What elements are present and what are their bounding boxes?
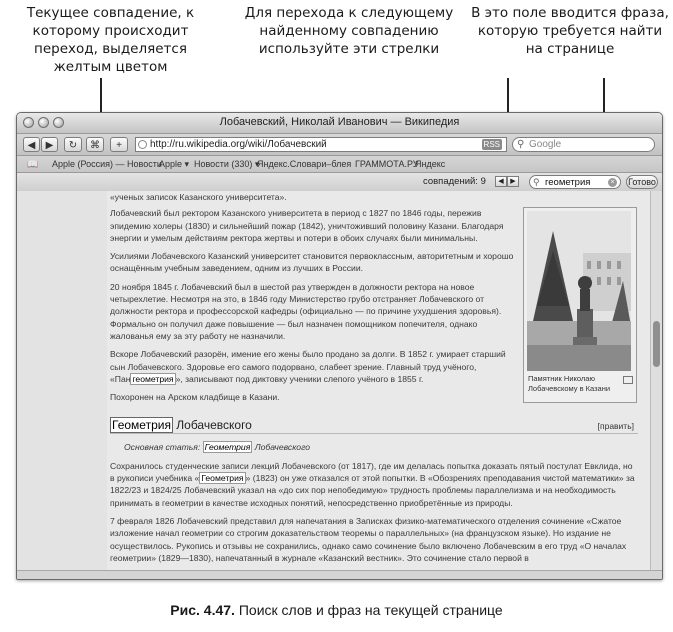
done-button[interactable]: Готово — [626, 175, 658, 189]
add-bookmark-button[interactable] — [110, 137, 128, 152]
main-article-note — [110, 441, 638, 453]
monument-photo-art — [527, 211, 631, 371]
current-search-highlight: Геометрия — [112, 418, 171, 433]
forward-arrow-icon: ▶ — [45, 140, 54, 151]
search-highlight: Геометрия — [201, 473, 244, 484]
right-arrow-icon: ▶ — [510, 178, 516, 185]
bookmark-item[interactable]: Яндекс — [415, 159, 446, 169]
google-search-field[interactable] — [512, 137, 655, 152]
article-paragraph: «ученых записок Казанского университета». — [110, 192, 287, 202]
reload-icon: ↻ — [68, 140, 78, 151]
section-heading-text: Лобачевского — [172, 418, 252, 433]
article-text: » (1823) он уже отказался от этой попытки. В «Обозрениях преподавания чистой математики» за 1822/23 и 1824/25 Лобачевский указал на «до сих пор непобедимую» трудность проблемы параллелизма и на необходимость принимать в геометрии в качестве исходных понятий, непосредственно приобретённые из природы. — [110, 473, 635, 508]
clear-search-icon[interactable]: × — [608, 178, 617, 187]
find-query: геометрия — [545, 177, 591, 188]
reload-button[interactable] — [64, 137, 82, 152]
google-search-placeholder: Google — [529, 139, 562, 150]
vertical-scrollbar[interactable] — [650, 191, 662, 571]
figure-caption — [0, 602, 673, 618]
search-highlight[interactable]: Геометрия — [204, 442, 251, 453]
add-icon: + — [116, 140, 122, 151]
browser-window — [16, 112, 663, 580]
article-paragraph: Лобачевский был ректором Казанского университета в период с 1827 по 1846 годы, пережив эпидемию холеры (1830) и сильнейший пожар (1842), уничтоживший половину Казани. Благодаря энергии и умелым действиям ректора жертвы и потери в обоих случаях были минимальны. — [110, 208, 504, 243]
back-arrow-icon: ◀ — [27, 140, 36, 151]
toolbar — [17, 134, 662, 156]
rss-button[interactable]: RSS — [483, 140, 500, 149]
left-arrow-icon: ◀ — [498, 178, 504, 185]
site-favicon-icon — [138, 140, 147, 149]
figure-caption-text: Памятник Николаю Лобачевскому в Казани — [528, 374, 611, 393]
title-bar — [17, 113, 662, 134]
section-heading — [110, 417, 638, 434]
bookmark-item[interactable]: ГРАММОТА.РУ — [355, 159, 419, 169]
bookmarks-book-icon[interactable]: 📖 — [27, 159, 39, 169]
enlarge-icon[interactable] — [623, 376, 633, 384]
callout-current-match: Текущее совпадение, к которому происходит переход, выделяется желтым цветом — [26, 5, 195, 75]
article-paragraph: 7 февраля 1826 Лобачевский представил для напечатания в Записках физико-математического отделения сочинение «Сжатое изложение начал геометрии со строгим доказательством теоремы о параллельных» (на французском языке). Но издание не осуществилось. Рукопись и отзывы не сохранились, однако само сочинение было включено Лобачевским в его труд «О началах геометрии» (1829—1830), напечатанный в журнале «Казанский вестник». Это сочинение стало первой в — [110, 515, 627, 563]
address-url: http://ru.wikipedia.org/wiki/Лобачевский — [150, 139, 327, 150]
snapback-icon: ⌘ — [90, 140, 100, 151]
article-paragraph: 20 ноября 1845 г. Лобачевский был в шестой раз утвержден в должности ректора на новое четырехлетие. Несмотря на это, в 1846 году Министерство грубо отстраняет Лобачевского от должности ректора и профессорской кафедры (официально — по причине ухудшения здоровья). Формально он получил даже повышение — был назначен помощником попечителя, однако жалованья ему за эту работу не назначили. — [110, 281, 502, 341]
article-paragraph — [110, 460, 638, 509]
figure-number: Рис. 4.47. — [170, 602, 235, 618]
address-field[interactable] — [135, 137, 507, 152]
article-text: Вскоре Лобачевский разорён, имение его жены было продано за долги. В 1852 г. умирает старший сын Лобачевского. Здоровье его самого подорвано, слабеет зрение. Главный труд учёного, «Пан — [110, 349, 506, 384]
search-icon: ⚲ — [517, 139, 525, 150]
search-icon: ⚲ — [533, 177, 540, 187]
edit-section-link[interactable]: [править] — [597, 421, 634, 432]
callout-arrows: Для перехода к следующему найденному совпадению используйте эти стрелки — [244, 5, 454, 57]
previous-match-button[interactable] — [495, 176, 507, 187]
match-count: совпадений: 9 — [423, 176, 486, 187]
next-match-button[interactable] — [507, 176, 519, 187]
scroll-thumb[interactable] — [653, 321, 660, 367]
horizontal-scrollbar[interactable] — [17, 570, 662, 579]
find-bar — [17, 173, 662, 192]
bookmark-item[interactable]: Apple ▾ — [159, 159, 190, 169]
forward-button[interactable] — [41, 137, 58, 152]
page-content-area — [17, 191, 662, 579]
article-text: », записывают под диктовку ученики слепого учёного в 1855 г. — [175, 373, 424, 384]
callout-search-field: В это поле вводится фраза, которую требуется найти на странице — [471, 5, 669, 57]
bookmark-item[interactable]: Apple (Россия) — Новости — [52, 159, 162, 169]
find-input[interactable] — [529, 175, 621, 189]
figure-caption-body: Поиск слов и фраз на текущей странице — [234, 602, 503, 618]
article-paragraph: Усилиями Лобачевского Казанский университет становится первоклассным, авторитетным и хорошо оснащённым учебным заведением, одним из лучших в России. — [110, 251, 514, 274]
bookmarks-bar — [17, 156, 662, 173]
snapback-button[interactable] — [86, 137, 104, 152]
monument-photo[interactable] — [527, 211, 631, 371]
bookmark-item[interactable]: Новости (330) ▾ — [194, 159, 260, 169]
main-article-prefix: Основная статья: — [124, 442, 203, 453]
article-paragraph — [110, 348, 515, 385]
main-article-link[interactable]: Лобачевского — [252, 442, 310, 453]
article-text-column — [110, 207, 515, 403]
back-button[interactable] — [23, 137, 40, 152]
search-highlight: геометрия — [132, 373, 174, 384]
article-text: Сохранилось студенческие записи лекций Лобачевского (от 1817), где им делалась попытка доказать пятый постулат Евклида, но в рукописи учебника « — [110, 460, 633, 484]
bookmark-item[interactable]: Яндекс.Словари–блея — [257, 159, 352, 169]
left-sidebar — [17, 191, 107, 579]
window-title: Лобачевский, Николай Иванович — Википедия — [219, 116, 460, 128]
article-body — [110, 191, 638, 571]
monument-figure — [523, 207, 637, 403]
article-paragraph: Похоронен на Арском кладбище в Казани. — [110, 392, 280, 403]
